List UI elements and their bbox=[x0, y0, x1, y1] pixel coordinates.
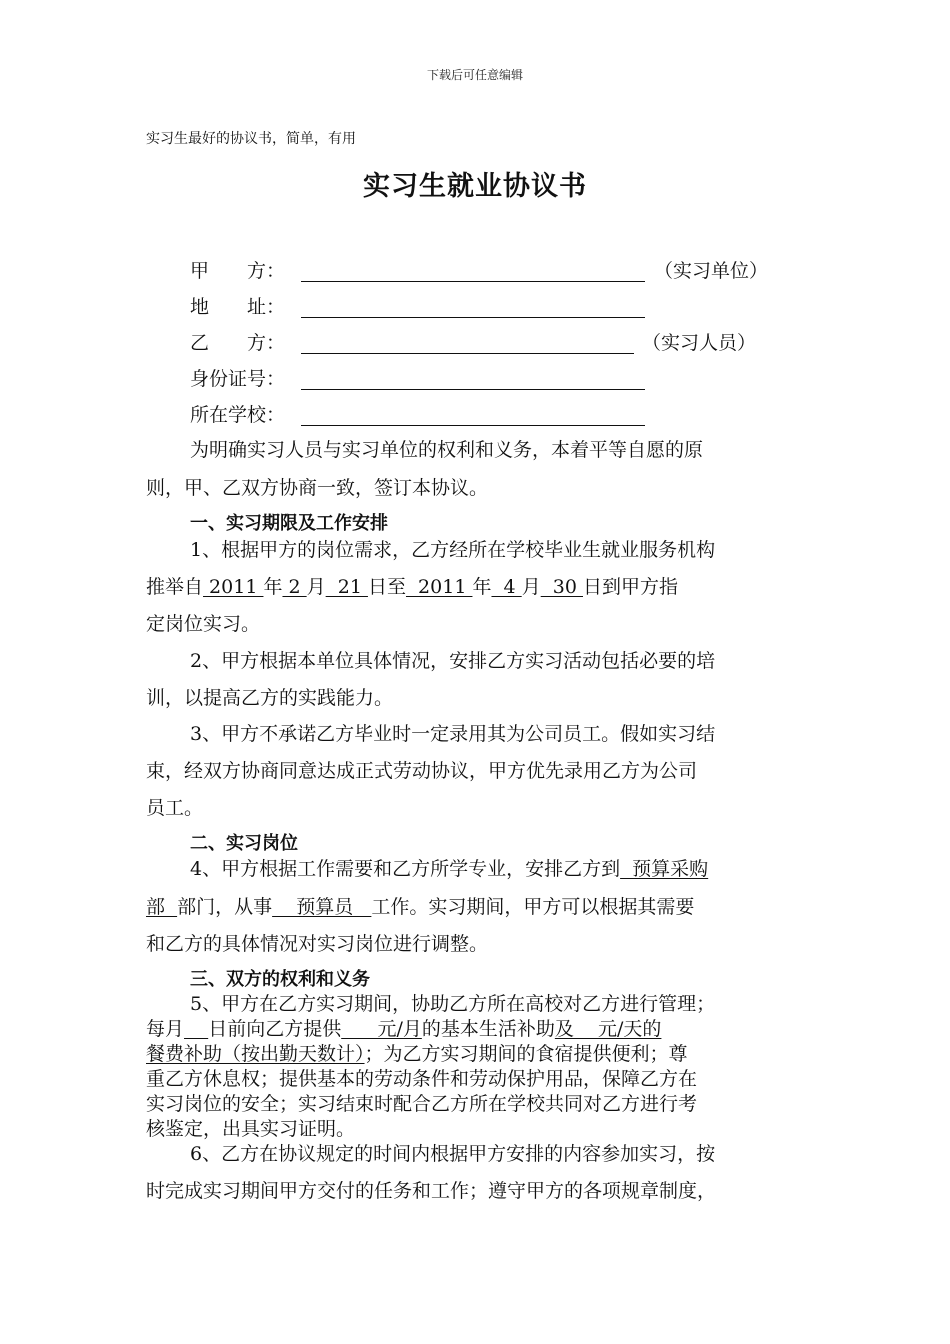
clause-4-pre: 4、甲方根据工作需要和乙方所学专业，安排乙方到 bbox=[190, 858, 621, 880]
section-1-heading: 一、实习期限及工作安排 bbox=[190, 513, 388, 534]
party-b-suffix: （实习人员） bbox=[642, 332, 757, 354]
month-text-2: 月 bbox=[521, 576, 541, 598]
end-year-value[interactable]: 2011 bbox=[405, 576, 473, 598]
monthly-allowance-value[interactable]: 元/月 bbox=[341, 1018, 422, 1040]
start-month-value[interactable]: 2 bbox=[282, 576, 307, 598]
clause-5-text-2: 的基本生活补助 bbox=[421, 1018, 555, 1040]
clause-4-line-3: 和乙方的具体情况对实习岗位进行调整。 bbox=[146, 933, 489, 955]
day-text-1: 日至 bbox=[367, 576, 406, 598]
party-a-field bbox=[190, 257, 769, 285]
top-note: 实习生最好的协议书，简单，有用 bbox=[146, 131, 356, 147]
document-title: 实习生就业协议书 bbox=[363, 171, 587, 202]
clause-2-line-1: 2、甲方根据本单位具体情况，安排乙方实习活动包括必要的培 bbox=[190, 650, 716, 672]
clause-3-line-1: 3、甲方不承诺乙方毕业时一定录用其为公司员工。假如实习结 bbox=[190, 723, 716, 745]
pay-day-value[interactable] bbox=[184, 1018, 208, 1040]
school-label: 所在学校： bbox=[190, 404, 286, 426]
party-a-label: 甲 方： bbox=[190, 260, 286, 282]
department-value-part-1[interactable]: 预算采购 bbox=[620, 858, 709, 880]
meal-allowance-value-b[interactable]: 餐费补助（按出勤天数计） bbox=[146, 1043, 365, 1065]
party-a-blank[interactable] bbox=[301, 281, 645, 282]
school-field bbox=[190, 401, 285, 429]
clause-5-line-2 bbox=[146, 1017, 661, 1041]
address-label: 地 址： bbox=[190, 296, 286, 318]
department-value-part-2[interactable]: 部 bbox=[146, 896, 178, 918]
clause-5-text-3: ；为乙方实习期间的食宿提供便利；尊 bbox=[364, 1043, 688, 1065]
party-b-blank[interactable] bbox=[301, 353, 634, 354]
clause-4-line-2 bbox=[146, 893, 694, 921]
id-number-field bbox=[190, 365, 285, 393]
header-note: 下载后可任意编辑 bbox=[426, 68, 523, 82]
year-text-1: 年 bbox=[263, 576, 283, 598]
id-number-blank[interactable] bbox=[301, 389, 645, 390]
end-day-value[interactable]: 30 bbox=[540, 576, 583, 598]
section-2-heading: 二、实习岗位 bbox=[190, 833, 298, 854]
clause-5-line-3 bbox=[146, 1042, 688, 1066]
year-text-2: 年 bbox=[472, 576, 492, 598]
clause-5-line-4: 重乙方休息权；提供基本的劳动条件和劳动保护用品，保障乙方在 bbox=[146, 1068, 698, 1090]
clause-4-line-1 bbox=[190, 855, 708, 883]
clause-1-post: 日到甲方指 bbox=[583, 576, 679, 598]
clause-1-line-1: 1、根据甲方的岗位需求，乙方经所在学校毕业生就业服务机构 bbox=[190, 539, 716, 561]
clause-6-line-2: 时完成实习期间甲方交付的任务和工作；遵守甲方的各项规章制度， bbox=[146, 1180, 717, 1202]
clause-4-post: 工作。实习期间，甲方可以根据其需要 bbox=[371, 896, 695, 918]
start-year-value[interactable]: 2011 bbox=[203, 576, 264, 598]
position-value[interactable]: 预算员 bbox=[272, 896, 372, 918]
clause-1-line-3: 定岗位实习。 bbox=[146, 613, 261, 635]
party-b-field bbox=[190, 329, 757, 357]
party-b-label: 乙 方： bbox=[190, 332, 286, 354]
section-3-heading: 三、双方的权利和义务 bbox=[190, 969, 370, 990]
clause-5-line-1: 5、甲方在乙方实习期间，协助乙方所在高校对乙方进行管理； bbox=[190, 993, 716, 1015]
clause-3-line-3: 员工。 bbox=[146, 797, 204, 819]
clause-5-pre: 每月 bbox=[146, 1018, 185, 1040]
clause-2-line-2: 训，以提高乙方的实践能力。 bbox=[146, 687, 394, 709]
party-a-suffix: （实习单位） bbox=[654, 260, 769, 282]
start-day-value[interactable]: 21 bbox=[325, 576, 368, 598]
intro-line-1: 为明确实习人员与实习单位的权利和义务，本着平等自愿的原 bbox=[190, 439, 704, 461]
clause-5-text-1: 日前向乙方提供 bbox=[208, 1018, 342, 1040]
meal-allowance-value-a[interactable]: 及 元/天的 bbox=[554, 1018, 662, 1040]
end-month-value[interactable]: 4 bbox=[491, 576, 522, 598]
address-blank[interactable] bbox=[301, 317, 645, 318]
id-number-label: 身份证号： bbox=[190, 368, 286, 390]
clause-5-line-6: 核鉴定，出具实习证明。 bbox=[146, 1118, 356, 1140]
clause-1-pre: 推举自 bbox=[146, 576, 204, 598]
address-field bbox=[190, 293, 285, 321]
clause-5-line-5: 实习岗位的安全；实习结束时配合乙方所在学校共同对乙方进行考 bbox=[146, 1093, 698, 1115]
clause-6-line-1: 6、乙方在协议规定的时间内根据甲方安排的内容参加实习，按 bbox=[190, 1143, 716, 1165]
clause-1-line-2 bbox=[146, 573, 678, 601]
clause-3-line-2: 束，经双方协商同意达成正式劳动协议，甲方优先录用乙方为公司 bbox=[146, 760, 698, 782]
clause-4-mid: 部门，从事 bbox=[177, 896, 273, 918]
intro-line-2: 则，甲、乙双方协商一致，签订本协议。 bbox=[146, 477, 489, 499]
month-text-1: 月 bbox=[306, 576, 326, 598]
school-blank[interactable] bbox=[301, 425, 645, 426]
